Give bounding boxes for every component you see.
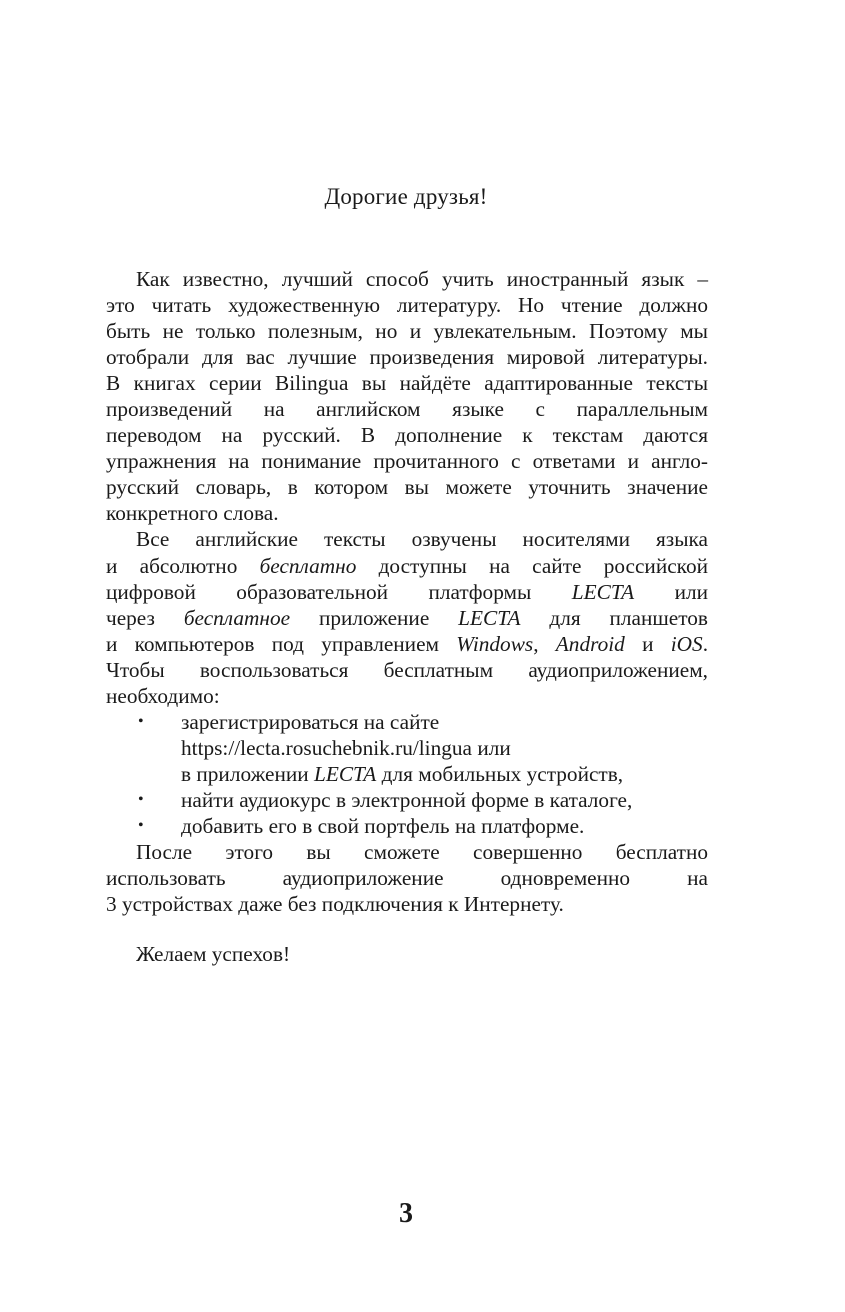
text-line: через бесплатное приложение LECTA для планшетов <box>106 605 708 630</box>
text-line: и абсолютно бесплатно доступны на сайте российской <box>106 553 708 578</box>
page-title: Дорогие друзья! <box>324 184 488 209</box>
bullet-icon: • <box>138 790 144 808</box>
paragraph-intro <box>106 266 708 526</box>
text-line: Как известно, лучший способ учить иностранный язык – <box>136 267 708 291</box>
paragraph-audio <box>106 526 708 708</box>
text-line: 3 устройствах даже без подключения к Интернету. <box>106 892 564 917</box>
text-line: использовать аудиоприложение одновременно на <box>106 866 708 891</box>
text-line: цифровой образовательной платформы LECTA или <box>106 579 708 604</box>
site-url: https://lecta.rosuchebnik.ru/lingua или <box>181 735 511 760</box>
text-line: быть не только полезным, но и увлекательным. Поэтому мы <box>106 319 708 344</box>
text-line: отобрали для вас лучшие произведения мировой литературы. <box>106 345 708 370</box>
text-line: переводом на русский. В дополнение к текстам даются <box>106 423 708 448</box>
closing-wish: Желаем успехов! <box>136 942 291 966</box>
body-text <box>106 266 708 917</box>
page-number: 3 <box>399 1198 413 1229</box>
text-line: русский словарь, в котором вы можете уточнить значение <box>106 475 708 500</box>
text-line: необходимо: <box>106 683 220 708</box>
text-line: это читать художественную литературу. Но чтение должно <box>106 293 708 318</box>
text-line: и компьютеров под управлением Windows, Android и iOS. <box>106 631 709 656</box>
text-line: упражнения на понимание прочитанного с ответами и англо- <box>106 449 708 474</box>
list-item: • зарегистрироваться на сайте https://lecta.rosuchebnik.ru/lingua или в приложении LECTA для мобильных устройств, <box>106 709 708 787</box>
text-line: После этого вы сможете совершенно бесплатно <box>136 840 708 865</box>
list-item: • найти аудиокурс в электронной форме в каталоге, <box>138 787 633 812</box>
bullet-icon: • <box>138 712 144 730</box>
text-line: Чтобы воспользоваться бесплатным аудиоприложением, <box>106 657 708 682</box>
text-line: произведений на английском языке с параллельным <box>106 397 708 422</box>
text-line: конкретного слова. <box>106 501 279 526</box>
steps-list <box>106 709 708 839</box>
bullet-icon: • <box>138 816 144 834</box>
paragraph-after <box>106 839 708 917</box>
list-item: • добавить его в свой портфель на платформе. <box>138 813 585 838</box>
text-line: В книгах серии Bilingua вы найдёте адаптированные тексты <box>106 371 708 396</box>
text-line: Все английские тексты озвучены носителями языка <box>136 527 708 552</box>
